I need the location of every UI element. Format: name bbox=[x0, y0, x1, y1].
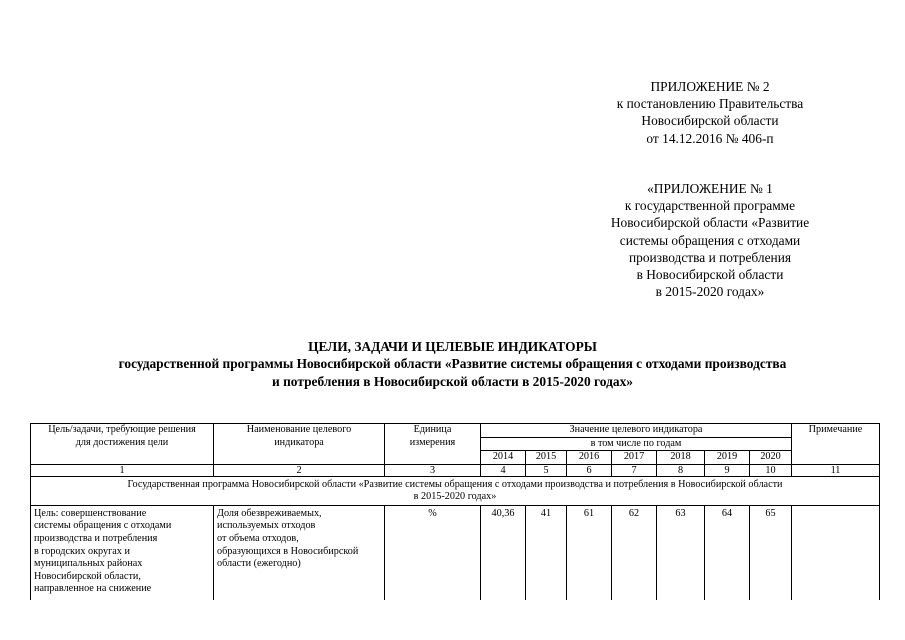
year-cell: 2018 bbox=[657, 451, 705, 465]
header-indicator-line: индикатора bbox=[274, 436, 324, 448]
value-cell: 65 bbox=[750, 505, 792, 600]
goal-line: направленное на снижение bbox=[34, 583, 152, 595]
header-unit bbox=[385, 424, 481, 465]
appendix-1-line: системы обращения с отходами bbox=[619, 232, 801, 248]
header-indicator bbox=[214, 424, 385, 465]
appendix-2-line: от 14.12.2016 № 406-п bbox=[646, 130, 774, 146]
appendix-1-line: в 2015-2020 годах» bbox=[655, 284, 765, 300]
appendix-1-line: производства и потребления bbox=[628, 249, 792, 265]
year-cell: 2016 bbox=[567, 451, 612, 465]
value-cell: 63 bbox=[657, 505, 705, 600]
appendix-2-line: ПРИЛОЖЕНИЕ № 2 bbox=[650, 79, 770, 94]
appendix-2-header bbox=[590, 78, 830, 147]
year-cell: 2015 bbox=[526, 451, 567, 465]
appendix-2-line: к постановлению Правительства bbox=[616, 96, 804, 112]
document-heading bbox=[20, 338, 885, 390]
goal-line: производства и потребления bbox=[34, 532, 158, 544]
goal-line: в городских округах и bbox=[34, 545, 130, 557]
indicators-table bbox=[30, 423, 880, 600]
header-value-sub: в том числе по годам bbox=[481, 437, 792, 451]
header-goal bbox=[31, 424, 214, 465]
column-number: 7 bbox=[612, 464, 657, 476]
goal-line: муниципальных районах bbox=[34, 558, 143, 570]
program-row bbox=[31, 476, 880, 505]
header-indicator-line: Наименование целевого bbox=[246, 424, 352, 435]
appendix-1-line: в Новосибирской области bbox=[636, 267, 784, 283]
header-unit-line: Единица bbox=[413, 424, 452, 435]
appendix-1-line: «ПРИЛОЖЕНИЕ № 1 bbox=[647, 181, 773, 196]
goal-line: Новосибирской области, bbox=[34, 570, 141, 582]
indicator-line: используемых отходов bbox=[217, 520, 316, 532]
program-row-line: Государственная программа Новосибирской области «Развитие системы обращения с отходами производства и потребления в Новосибирской области bbox=[127, 478, 783, 490]
indicator-cell bbox=[214, 505, 385, 600]
header-value: Значение целевого индикатора bbox=[481, 424, 792, 438]
column-number: 9 bbox=[705, 464, 750, 476]
indicator-line: от объема отходов, bbox=[217, 532, 299, 544]
column-number: 6 bbox=[567, 464, 612, 476]
note-cell bbox=[792, 505, 880, 600]
value-cell: 64 bbox=[705, 505, 750, 600]
header-note: Примечание bbox=[792, 424, 880, 465]
column-number: 2 bbox=[214, 464, 385, 476]
goal-cell bbox=[31, 505, 214, 600]
indicator-line: области (ежегодно) bbox=[217, 558, 301, 570]
year-cell: 2017 bbox=[612, 451, 657, 465]
unit-cell: % bbox=[385, 505, 481, 600]
column-number: 11 bbox=[792, 464, 880, 476]
indicator-line: Доля обезвреживаемых, bbox=[217, 507, 322, 519]
program-row-line: в 2015-2020 годах» bbox=[413, 491, 497, 503]
year-cell: 2014 bbox=[481, 451, 526, 465]
document-subtitle-line: и потребления в Новосибирской области в 2015-2020 годах» bbox=[272, 373, 633, 389]
column-number: 10 bbox=[750, 464, 792, 476]
column-number: 8 bbox=[657, 464, 705, 476]
column-number: 3 bbox=[385, 464, 481, 476]
header-unit-line: измерения bbox=[409, 436, 456, 448]
header-goal-line: для достижения цели bbox=[75, 436, 169, 448]
appendix-2-line: Новосибирской области bbox=[641, 113, 779, 129]
value-cell: 61 bbox=[567, 505, 612, 600]
value-cell: 41 bbox=[526, 505, 567, 600]
appendix-1-header bbox=[578, 180, 842, 300]
value-cell: 62 bbox=[612, 505, 657, 600]
value-cell: 40,36 bbox=[481, 505, 526, 600]
appendix-1-line: к государственной программе bbox=[624, 198, 796, 214]
document-title: ЦЕЛИ, ЗАДАЧИ И ЦЕЛЕВЫЕ ИНДИКАТОРЫ bbox=[308, 339, 597, 354]
document-subtitle-line: государственной программы Новосибирской области «Развитие системы обращения с отходами производства bbox=[118, 356, 787, 372]
goal-line: системы обращения с отходами bbox=[34, 520, 172, 532]
column-number: 4 bbox=[481, 464, 526, 476]
year-cell: 2019 bbox=[705, 451, 750, 465]
appendix-1-line: Новосибирской области «Развитие bbox=[610, 215, 810, 231]
indicator-line: образующихся в Новосибирской bbox=[217, 545, 359, 557]
header-goal-line: Цель/задачи, требующие решения bbox=[48, 424, 196, 435]
column-number: 1 bbox=[31, 464, 214, 476]
column-number: 5 bbox=[526, 464, 567, 476]
year-cell: 2020 bbox=[750, 451, 792, 465]
goal-line: Цель: совершенствование bbox=[34, 507, 147, 519]
